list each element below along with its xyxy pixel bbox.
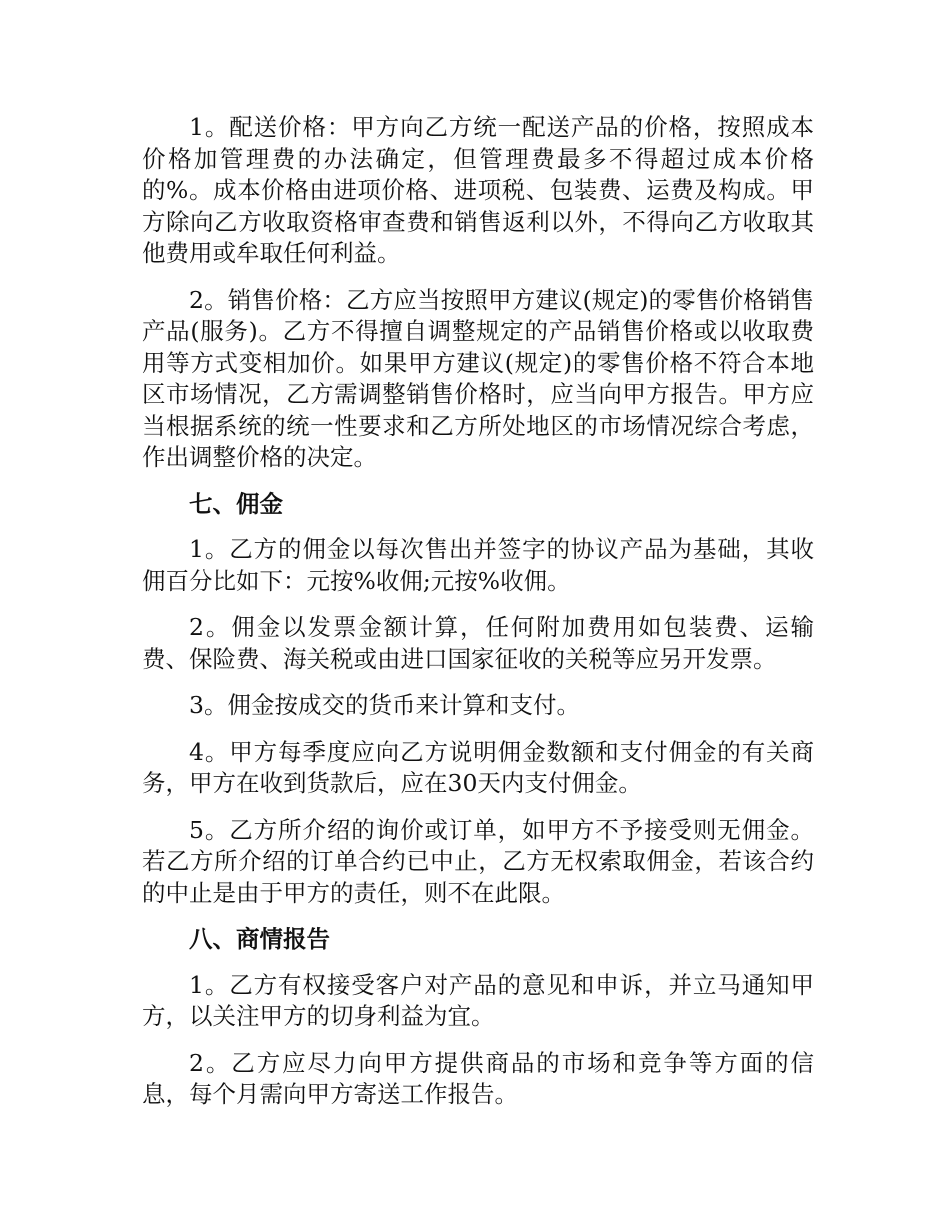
clause-customer-feedback: 1。乙方有权接受客户对产品的意见和申诉，并立马通知甲方，以关注甲方的切身利益为宜。: [142, 970, 814, 1030]
clause-delivery-price: 1。配送价格：甲方向乙方统一配送产品的价格，按照成本价格加管理费的办法确定，但管理费最多不得超过成本价格的%。成本价格由进项价格、进项税、包装费、运费及构成。甲方除向乙方收取资格审查费和销售返利以外，不得向乙方收取其他费用或牟取任何利益。: [142, 113, 814, 267]
clause-commission-invoice: 2。佣金以发票金额计算，任何附加费用如包装费、运输费、保险费、海关税或由进口国家征收的关税等应另开发票。: [142, 613, 814, 673]
section-heading-commission: 七、佣金: [189, 489, 283, 518]
clause-commission-payment: 4。甲方每季度应向乙方说明佣金数额和支付佣金的有关商务，甲方在收到货款后，应在30天内支付佣金。: [142, 737, 814, 797]
clause-market-information: 2。乙方应尽力向甲方提供商品的市场和竞争等方面的信息，每个月需向甲方寄送工作报告。: [142, 1048, 814, 1108]
section-heading-market-report: 八、商情报告: [189, 925, 330, 953]
clause-commission-exceptions: 5。乙方所介绍的询价或订单，如甲方不予接受则无佣金。若乙方所介绍的订单合约已中止，乙方无权索取佣金，若该合约的中止是由于甲方的责任，则不在此限。: [142, 815, 814, 907]
clause-sales-price: 2。销售价格：乙方应当按照甲方建议(规定)的零售价格销售产品(服务)。乙方不得擅自调整规定的产品销售价格或以收取费用等方式变相加价。如果甲方建议(规定)的零售价格不符合本地区市场情况，乙方需调整销售价格时，应当向甲方报告。甲方应当根据系统的统一性要求和乙方所处地区的市场情况综合考虑，作出调整价格的决定。: [142, 285, 814, 471]
document-page: [142, 112, 814, 1126]
clause-commission-basis: 1。乙方的佣金以每次售出并签字的协议产品为基础，其收佣百分比如下：元按%收佣;元按%收佣。: [142, 535, 814, 595]
clause-commission-currency: 3。佣金按成交的货币来计算和支付。: [189, 691, 580, 719]
